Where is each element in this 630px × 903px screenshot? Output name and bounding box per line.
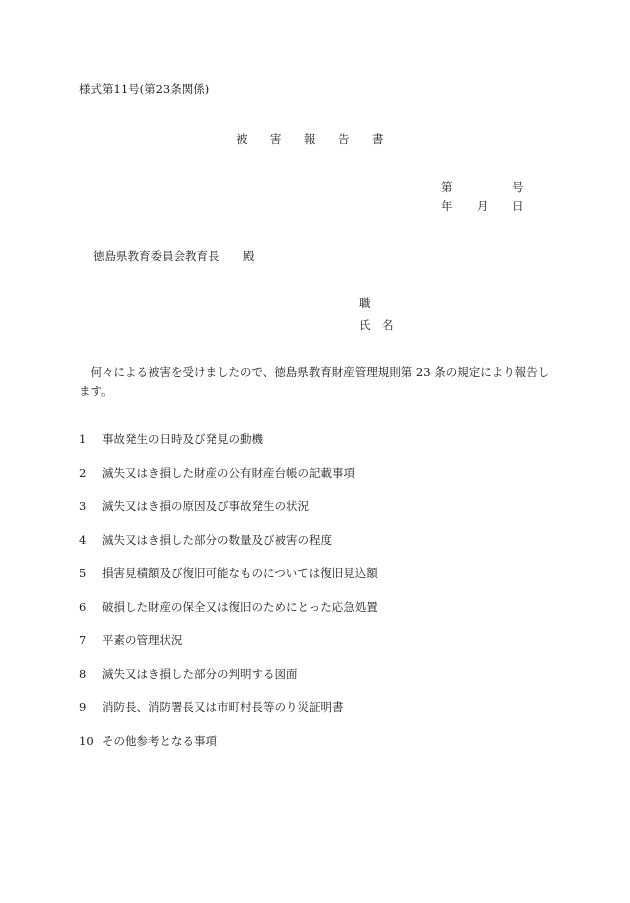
item-text: その他参考となる事項 xyxy=(102,733,217,748)
title-char: 報 xyxy=(304,132,316,146)
body-paragraph: 何々による被害を受けましたので、徳島県教育財産管理規則第 23 条の規定により報告します。 xyxy=(79,365,550,398)
title-char: 告 xyxy=(338,132,350,146)
sender-position-label: 職 xyxy=(359,296,371,310)
title-char: 被 xyxy=(236,132,248,146)
item-number: 6 xyxy=(79,599,87,614)
document-number-suffix: 号 xyxy=(512,180,524,194)
item-text: 滅失又はき損した部分の数量及び被害の程度 xyxy=(102,532,332,547)
item-number: 1 xyxy=(79,432,87,446)
item-text: 消防長、消防署長又は市町村長等のり災証明書 xyxy=(102,700,344,714)
item-number: 8 xyxy=(79,666,87,681)
item-number: 5 xyxy=(79,566,87,580)
item-text: 滅失又はき損した財産の公有財産台帳の記載事項 xyxy=(102,465,355,480)
date-year-label: 年 xyxy=(441,199,453,213)
form-number: 様式第11号(第23条関係) xyxy=(79,82,210,96)
item-text: 滅失又はき損した部分の判明する図面 xyxy=(102,666,298,681)
item-number: 4 xyxy=(79,532,87,547)
item-text: 滅失又はき損の原因及び事故発生の状況 xyxy=(102,499,309,513)
sender-name-label: 氏 名 xyxy=(359,318,394,332)
item-number: 9 xyxy=(79,700,87,714)
date-month-label: 月 xyxy=(477,199,489,213)
title-char: 害 xyxy=(270,132,282,146)
item-number: 10 xyxy=(79,733,94,748)
item-text: 平素の管理状況 xyxy=(102,633,183,647)
item-text: 損害見積額及び復旧可能なものについては復旧見込額 xyxy=(102,566,378,580)
date-day-label: 日 xyxy=(512,199,524,213)
title-char: 書 xyxy=(372,132,384,146)
addressee-honorific: 殿 xyxy=(243,249,255,263)
document-title xyxy=(236,132,384,146)
item-number: 2 xyxy=(79,465,87,480)
document-number-prefix: 第 xyxy=(441,180,453,194)
item-text: 破損した財産の保全又は復旧のためにとった応急処置 xyxy=(102,599,378,614)
addressee: 徳島県教育委員会教育長 xyxy=(93,249,220,263)
item-number: 7 xyxy=(79,633,87,647)
item-text: 事故発生の日時及び発見の動機 xyxy=(102,432,263,446)
item-number: 3 xyxy=(79,499,87,513)
